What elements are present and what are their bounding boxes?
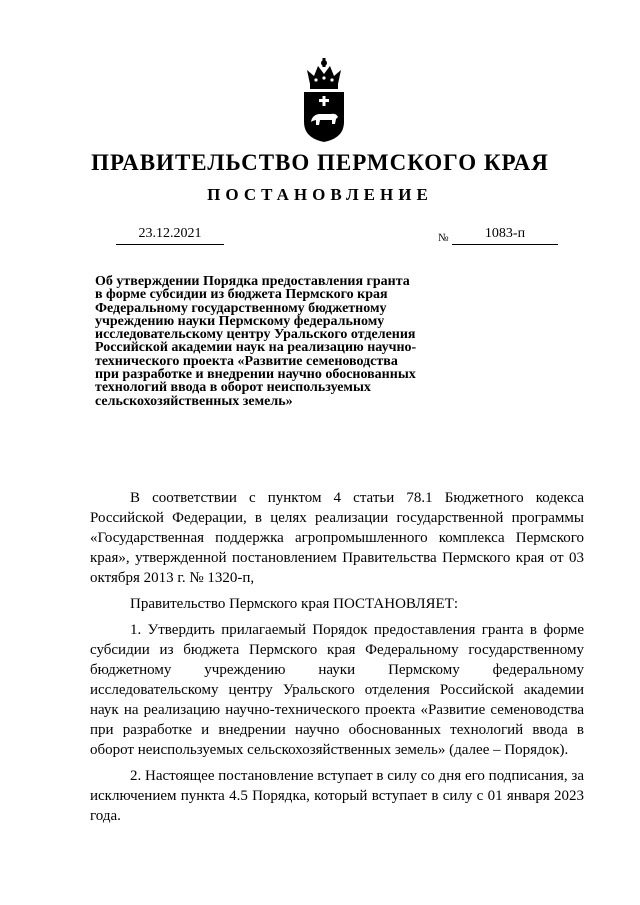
body-paragraph: 2. Настоящее постановление вступает в силу со дня его подписания, за исключением пункта 4.5 Порядка, который вступает в силу с 01 января 2023 года. bbox=[90, 768, 584, 824]
subject-line: технологий ввода в оборот неиспользуемых bbox=[95, 380, 371, 396]
body-paragraph: В соответствии с пунктом 4 статьи 78.1 Бюджетного кодекса Российской Федерации, в целях реализации государственной программы «Государственная поддержка агропромышленного комплекса Пермского края», утвержденной постановлением Правительства Пермского края от 03 октября 2013 г. № 1320-п, bbox=[90, 490, 584, 586]
number-label: № bbox=[438, 232, 449, 244]
document-body bbox=[90, 488, 584, 826]
subject-line: Федеральному государственному бюджетному bbox=[95, 300, 387, 316]
document-number: 1083-п bbox=[452, 226, 558, 245]
subject-line: Об утверждении Порядка предоставления гранта bbox=[95, 274, 410, 289]
subject-line: сельскохозяйственных земель» bbox=[95, 393, 293, 409]
government-title: ПРАВИТЕЛЬСТВО ПЕРМСКОГО КРАЯ bbox=[91, 150, 549, 175]
perm-krai-coat-of-arms-icon bbox=[298, 58, 350, 142]
subject-line: Российской академии наук на реализацию научно- bbox=[95, 340, 417, 356]
subject-line: исследовательскому центру Уральского отделения bbox=[95, 327, 416, 343]
document-type: ПОСТАНОВЛЕНИЕ bbox=[207, 185, 433, 204]
document-date: 23.12.2021 bbox=[116, 226, 224, 245]
subject-line: технического проекта «Развитие семеноводства bbox=[95, 353, 398, 369]
subject-line: при разработке и внедрении научно обоснованных bbox=[95, 367, 416, 383]
body-paragraph: Правительство Пермского края ПОСТАНОВЛЯЕТ: bbox=[130, 596, 459, 612]
subject-line: учреждению науки Пермскому федеральному bbox=[95, 313, 385, 329]
document-subject bbox=[95, 275, 465, 408]
body-paragraph: 1. Утвердить прилагаемый Порядок предоставления гранта в форме субсидии из бюджета Пермского края Федеральному государственному бюджетному учреждению науки Пермскому федеральному исследовательскому центру Уральского отделения Российской академии наук на реализацию научно-технического проекта «Развитие семеноводства при разработке и внедрении научно обоснованных технологий ввода в оборот неиспользуемых сельскохозяйственных земель» (далее – Порядок). bbox=[90, 622, 584, 758]
subject-line: в форме субсидии из бюджета Пермского края bbox=[95, 287, 388, 303]
